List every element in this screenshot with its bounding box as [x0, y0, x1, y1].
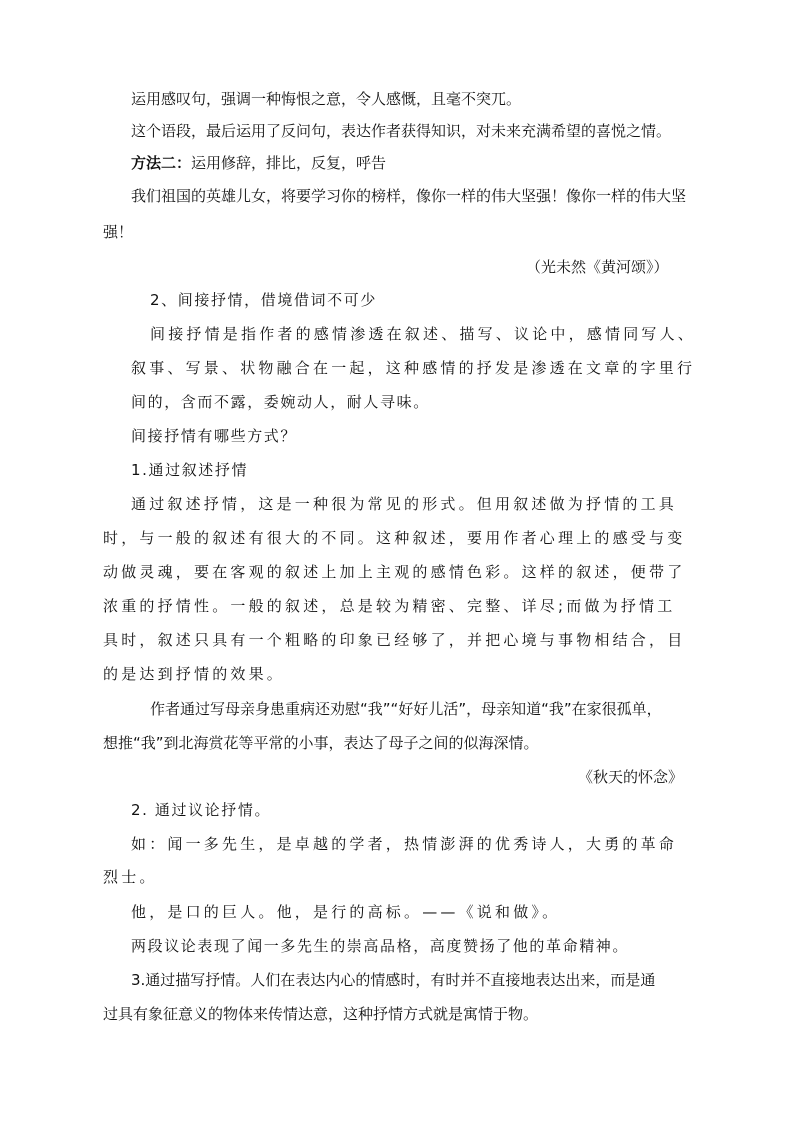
text-line: 如：闻一多先生，是卓越的学者，热情澎湃的优秀诗人，大勇的革命: [131, 835, 678, 853]
text-line: 这个语段，最后运用了反问句，表达作者获得知识，对未来充满希望的喜悦之情。: [131, 122, 672, 140]
text-line: 想推“我”到北海赏花等平常的小事，表达了母子之间的似海深情。: [103, 734, 539, 752]
method-description: 运用修辞，排比，反复，呼告: [191, 154, 387, 172]
text-line: 动做灵魂，要在客观的叙述上加上主观的感情色彩。这样的叙述，便带了: [103, 563, 686, 581]
text-line: 浓重的抒情性。一般的叙述，总是较为精密、完整、详尽;而做为抒情工: [103, 597, 676, 615]
subsection-heading: 2. 通过议论抒情。: [131, 801, 272, 819]
text-line: 我们祖国的英雄儿女，将要学习你的榜样，像你一样的伟大坚强！像你一样的伟大坚: [131, 187, 687, 205]
text-line: 他，是口的巨人。他，是行的高标。——《说和做》。: [131, 903, 561, 921]
text-line: 3.通过描写抒情。人们在表达内心的情感时，有时并不直接地表达出来，而是通: [131, 971, 656, 989]
citation: 《秋天的怀念》: [578, 768, 684, 786]
text-line: 间的，含而不露，委婉动人，耐人寻味。: [131, 393, 430, 411]
text-line: 作者通过写母亲身患重病还劝慰“我”“好好儿活”，母亲知道“我”在家很孤单，: [150, 700, 662, 718]
section-heading: 2、间接抒情，借境借词不可少: [150, 291, 377, 309]
text-line: 通过叙述抒情，这是一种很为常见的形式。但用叙述做为抒情的工具: [131, 495, 678, 513]
text-line: 两段议论表现了闻一多先生的崇高品格，高度赞扬了他的革命精神。: [131, 937, 630, 955]
citation: （光未然《黄河颂》）: [526, 258, 669, 276]
text-line: 间接抒情是指作者的感情渗透在叙述、描写、议论中，感情同写人、: [150, 325, 697, 343]
text-line: 烈士。: [103, 868, 158, 886]
text-line: 的是达到抒情的效果。: [103, 665, 286, 683]
text-line: 具时，叙述只具有一个粗略的印象已经够了，并把心境与事物相结合，目: [103, 631, 686, 649]
text-line: 时，与一般的叙述有很大的不同。这种叙述，要用作者心理上的感受与变: [103, 529, 686, 547]
subsection-heading: 1.通过叙述抒情: [131, 461, 249, 479]
text-line: 叙事、写景、状物融合在一起，这种感情的抒发是渗透在文章的字里行: [131, 359, 696, 377]
text-line: [131, 153, 386, 173]
text-line: 间接抒情有哪些方式？: [131, 427, 298, 445]
text-line: 强！: [103, 223, 134, 241]
method-heading: 方法二：: [131, 154, 192, 172]
text-line: 过具有象征意义的物体来传情达意，这种抒情方式就是寓情于物。: [103, 1005, 539, 1023]
text-line: 运用感叹句，强调一种悔恨之意，令人感慨，且毫不突兀。: [131, 90, 522, 108]
